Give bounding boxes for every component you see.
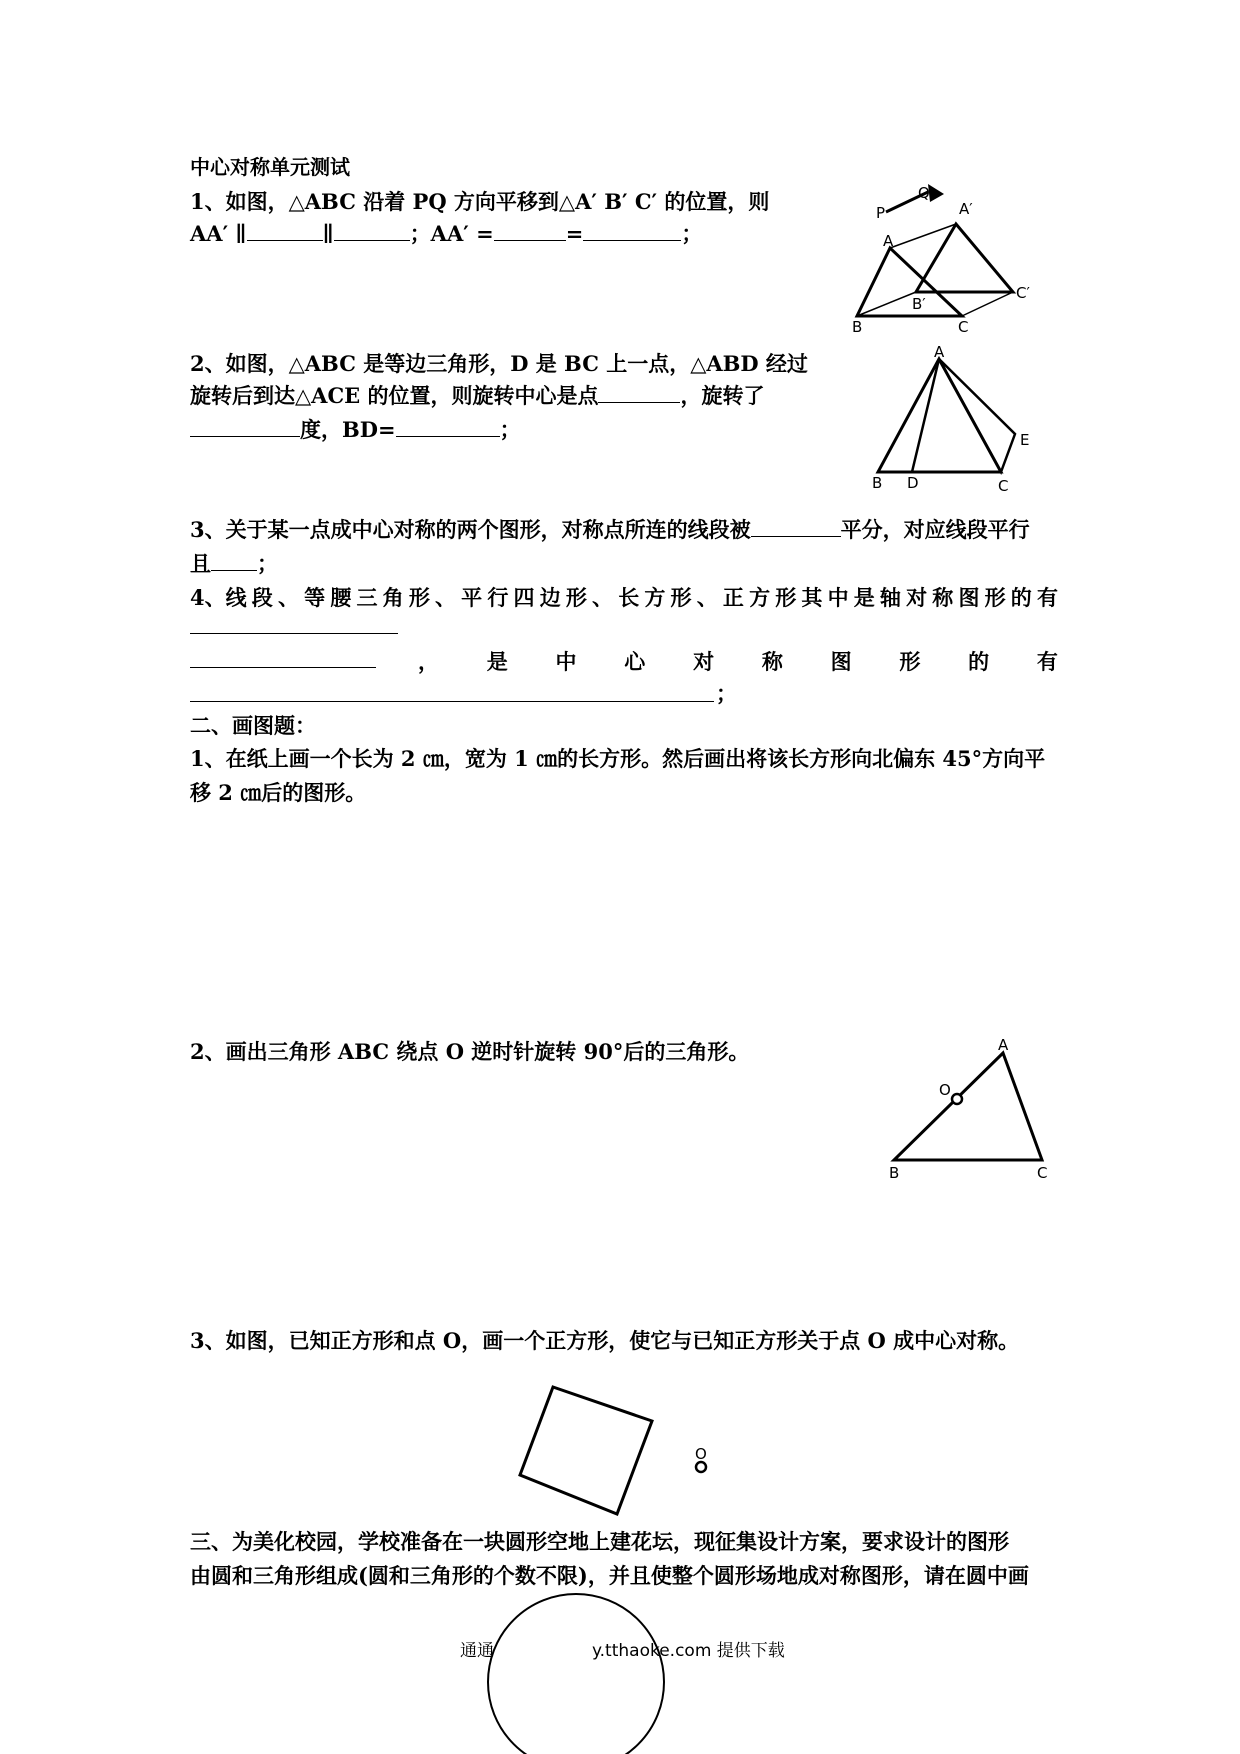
fig2-label-A: A — [934, 343, 945, 361]
q4-char: 轴 — [879, 585, 901, 610]
fig2-label-B: B — [872, 474, 883, 492]
fig1-label-B: B — [852, 318, 863, 336]
q4-char: 是 — [853, 585, 875, 610]
q4-char: 、 — [277, 585, 299, 610]
q4-char: 形 — [408, 585, 430, 610]
section2-p2: 2、画出三角形 ABC 绕点 O 逆时针旋转 90°后的三角形。 — [190, 1039, 750, 1064]
q4-blank-1[interactable] — [190, 633, 398, 634]
q4-char: 正 — [722, 585, 744, 610]
q1-text-a: AA′ ∥ — [190, 221, 247, 246]
q1-line1: 1、如图，△ABC 沿着 PQ 方向平移到△A′ B′ C′ 的位置，则 — [190, 189, 770, 214]
q2-text-b: ，旋转了 — [680, 383, 765, 408]
q1-blank-2[interactable] — [334, 222, 410, 241]
fig3-label-O: O — [939, 1081, 951, 1099]
q1-blank-4[interactable] — [583, 222, 681, 241]
fig2-label-E: E — [1020, 431, 1030, 449]
q1-blank-1[interactable] — [247, 222, 323, 241]
q4-char: 、 — [696, 585, 718, 610]
q4-char: 腰 — [330, 585, 352, 610]
q4-char: 中 — [555, 649, 577, 674]
q4-char: 有 — [1036, 649, 1058, 674]
fig1-label-P: P — [876, 204, 886, 222]
q4-char: 是 — [486, 649, 508, 674]
q1-text-d: = — [565, 221, 584, 246]
fig2-label-D: D — [907, 474, 919, 492]
q2-text-a: 旋转后到达△ACE 的位置，则旋转中心是点 — [190, 383, 599, 408]
q2-line1: 2、如图，△ABC 是等边三角形，D 是 BC 上一点，△ABD 经过 — [190, 351, 808, 376]
q3-text-a: 3、关于某一点成中心对称的两个图形，对称点所连的线段被 — [190, 517, 751, 542]
fig3-label-C: C — [1037, 1164, 1048, 1182]
section2-p3: 3、如图，已知正方形和点 O，画一个正方形，使它与已知正方形关于点 O 成中心对称。 — [190, 1328, 1020, 1353]
q1-text-c: ；AA′ = — [409, 221, 494, 246]
q4-char: 形 — [565, 585, 587, 610]
q3-line1 — [190, 516, 1030, 544]
q4-char: 图 — [958, 585, 980, 610]
q4-char: 对 — [693, 649, 715, 674]
q4-char: 心 — [624, 649, 646, 674]
drawing-circle — [486, 1592, 666, 1754]
fig1-label-A-prime: A′ — [959, 200, 973, 218]
q4-char: 对 — [906, 585, 928, 610]
section3-line2: 由圆和三角形组成(圆和三角形的个数不限)，并且使整个圆形场地成对称图形，请在圆中画 — [190, 1563, 1029, 1588]
q4-char: 三 — [356, 585, 378, 610]
q4-char: ， — [418, 649, 439, 674]
q4-char: 等 — [304, 585, 326, 610]
fig1-label-A: A — [883, 232, 894, 250]
q4-char: 方 — [749, 585, 771, 610]
q4-char: 图 — [830, 649, 852, 674]
q4-char: 形 — [984, 585, 1006, 610]
q2-blank-degree[interactable] — [190, 418, 300, 437]
q2-blank-bd[interactable] — [396, 418, 500, 437]
section3-line1: 三、为美化校园，学校准备在一块圆形空地上建花坛，现征集设计方案，要求设计的图形 — [190, 1529, 1009, 1554]
fig3-label-B: B — [889, 1164, 900, 1182]
q4-char: 角 — [382, 585, 404, 610]
q2-line3 — [190, 416, 521, 444]
q4-line3 — [418, 646, 1058, 676]
q3-blank-2[interactable] — [211, 552, 257, 571]
q1-blank-3[interactable] — [494, 222, 566, 241]
q4-char: 方 — [644, 585, 666, 610]
q4-blank-2[interactable] — [190, 667, 376, 668]
fig1-label-C-prime: C′ — [1016, 284, 1030, 302]
q3-line2 — [190, 550, 278, 578]
fig3-label-A: A — [998, 1036, 1009, 1054]
q2-line2 — [190, 382, 764, 410]
q4-char: 行 — [487, 585, 509, 610]
q4-char: 4、线 — [190, 585, 247, 610]
q3-text-d: ； — [257, 551, 278, 576]
q4-char: 的 — [968, 649, 990, 674]
section2-p1-line2: 移 2 ㎝后的图形。 — [190, 780, 367, 805]
q4-char: 的 — [1010, 585, 1032, 610]
q4-char: 有 — [1036, 585, 1058, 610]
q4-line1 — [190, 582, 1058, 612]
section2-heading: 二、画图题： — [190, 713, 316, 738]
fig4-label-O: O — [695, 1445, 707, 1463]
q1-text-e: ； — [681, 221, 703, 246]
q4-char: 、 — [592, 585, 614, 610]
figure-rotate-triangle — [880, 1030, 1060, 1190]
q1-text-b: ∥ — [322, 221, 334, 246]
figure-translation — [840, 180, 1070, 340]
fig1-label-B-prime: B′ — [912, 295, 926, 313]
q4-char: 形 — [899, 649, 921, 674]
fig1-label-Q: Q — [918, 184, 930, 202]
q4-char: 平 — [461, 585, 483, 610]
q4-char: 四 — [513, 585, 535, 610]
q1-line2 — [190, 220, 702, 248]
q3-text-c: 且 — [190, 551, 211, 576]
q4-char: 称 — [761, 649, 783, 674]
q4-blank-3[interactable] — [190, 701, 714, 702]
q4-char: 边 — [539, 585, 561, 610]
fig2-label-C: C — [998, 477, 1009, 495]
figure-rotation-equilateral — [860, 345, 1060, 495]
q4-end: ； — [716, 681, 737, 706]
section2-p1-line1: 1、在纸上画一个长为 2 ㎝，宽为 1 ㎝的长方形。然后画出将该长方形向北偏东 45°方向平 — [190, 746, 1046, 771]
q2-text-c: 度，BD= — [300, 417, 396, 442]
q4-char: 形 — [775, 585, 797, 610]
q4-char: 形 — [670, 585, 692, 610]
fig1-label-C: C — [958, 318, 969, 336]
q3-blank-1[interactable] — [751, 518, 841, 537]
q4-char: 其 — [801, 585, 823, 610]
q2-blank-center[interactable] — [598, 384, 680, 403]
q4-char: 称 — [932, 585, 954, 610]
page-title: 中心对称单元测试 — [190, 155, 350, 179]
q3-text-b: 平分，对应线段平行 — [840, 517, 1030, 542]
q4-char: 中 — [827, 585, 849, 610]
footer-right: y.tthaoke.com 提供下载 — [592, 1641, 785, 1661]
q4-char: 长 — [618, 585, 640, 610]
q4-char: 、 — [435, 585, 456, 610]
figure-square-symmetry — [520, 1380, 720, 1520]
q4-char: 段 — [251, 585, 273, 610]
footer-left: 通通 — [460, 1641, 494, 1661]
q2-text-d: ； — [499, 417, 521, 442]
